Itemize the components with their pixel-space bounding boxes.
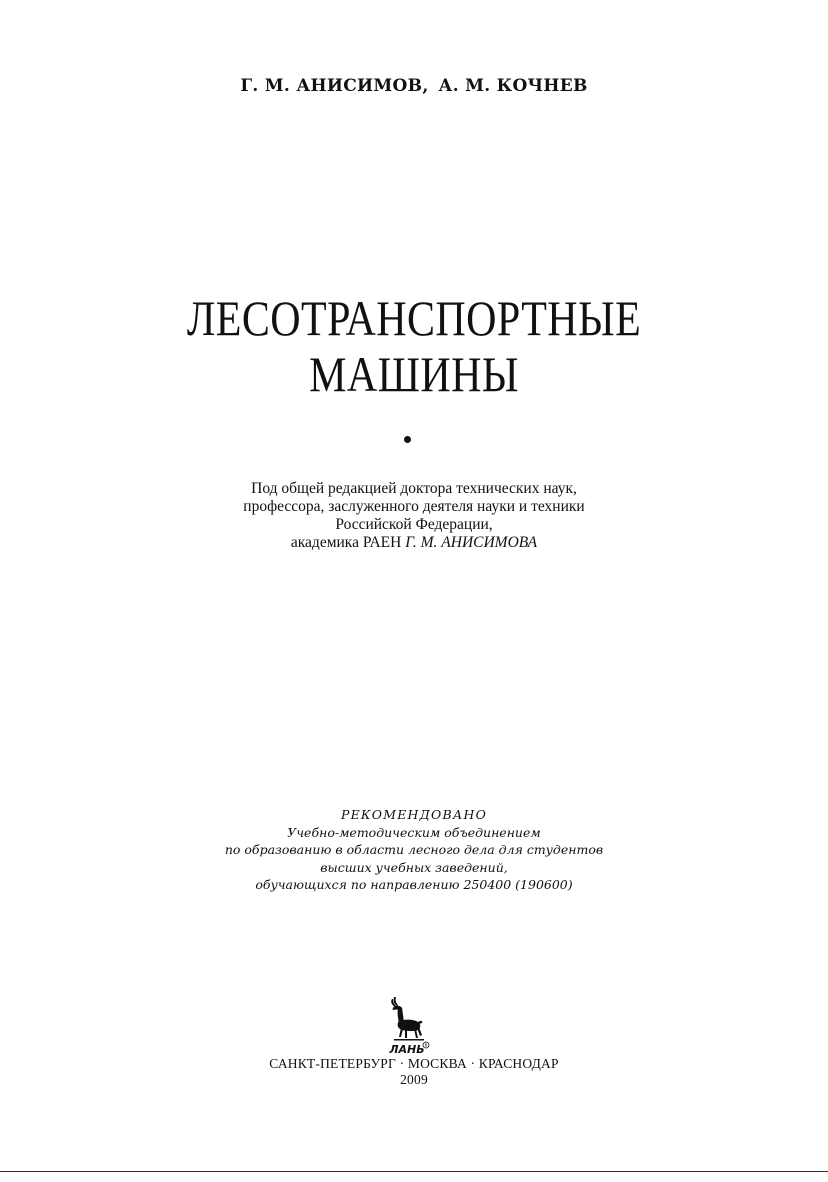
editor-note-line-1: Под общей редакцией доктора технических наук, bbox=[251, 480, 577, 497]
recommendation-line-3: высших учебных заведений, bbox=[320, 859, 508, 875]
editor-note-line-2: профессора, заслуженного деятеля науки и техники bbox=[243, 498, 585, 515]
publisher-cities: САНКТ-ПЕТЕРБУРГ · МОСКВА · КРАСНОДАР bbox=[269, 1056, 559, 1071]
separator-dot bbox=[404, 436, 411, 443]
recommendation-heading: РЕКОМЕНДОВАНО bbox=[340, 807, 488, 822]
recommendation-line-1: Учебно-методическим объединением bbox=[287, 824, 541, 840]
authors-line bbox=[0, 76, 828, 96]
publisher-logo-text: ЛАНЬ bbox=[389, 1043, 425, 1055]
book-title-line-2: МАШИНЫ bbox=[309, 346, 519, 402]
editor-name: Г. М. АНИСИМОВА bbox=[405, 534, 538, 551]
editor-note bbox=[0, 480, 828, 552]
editor-title: академика РАЕН bbox=[290, 534, 402, 551]
deer-icon bbox=[384, 995, 434, 1055]
svg-text:R: R bbox=[424, 1043, 428, 1048]
editor-note-line-3: Российской Федерации, bbox=[335, 516, 493, 533]
recommendation-line-2: по образованию в области лесного дела для студентов bbox=[224, 842, 604, 857]
recommendation-line-4: обучающихся по направлению 250400 (190600) bbox=[255, 877, 573, 892]
author-kochnev: А. М. КОЧНЕВ bbox=[438, 76, 588, 96]
editor-note-line-4 bbox=[0, 534, 828, 552]
publisher-logo bbox=[384, 995, 434, 1055]
page-bottom-rule bbox=[0, 1171, 828, 1172]
recommendation-block bbox=[0, 806, 828, 894]
book-title-line-1: ЛЕСОТРАНСПОРТНЫЕ bbox=[186, 290, 642, 346]
publication-year: 2009 bbox=[400, 1072, 428, 1087]
book-title bbox=[66, 290, 762, 402]
author-anisimov: Г. М. АНИСИМОВ, bbox=[240, 76, 429, 96]
imprint bbox=[0, 1056, 828, 1088]
